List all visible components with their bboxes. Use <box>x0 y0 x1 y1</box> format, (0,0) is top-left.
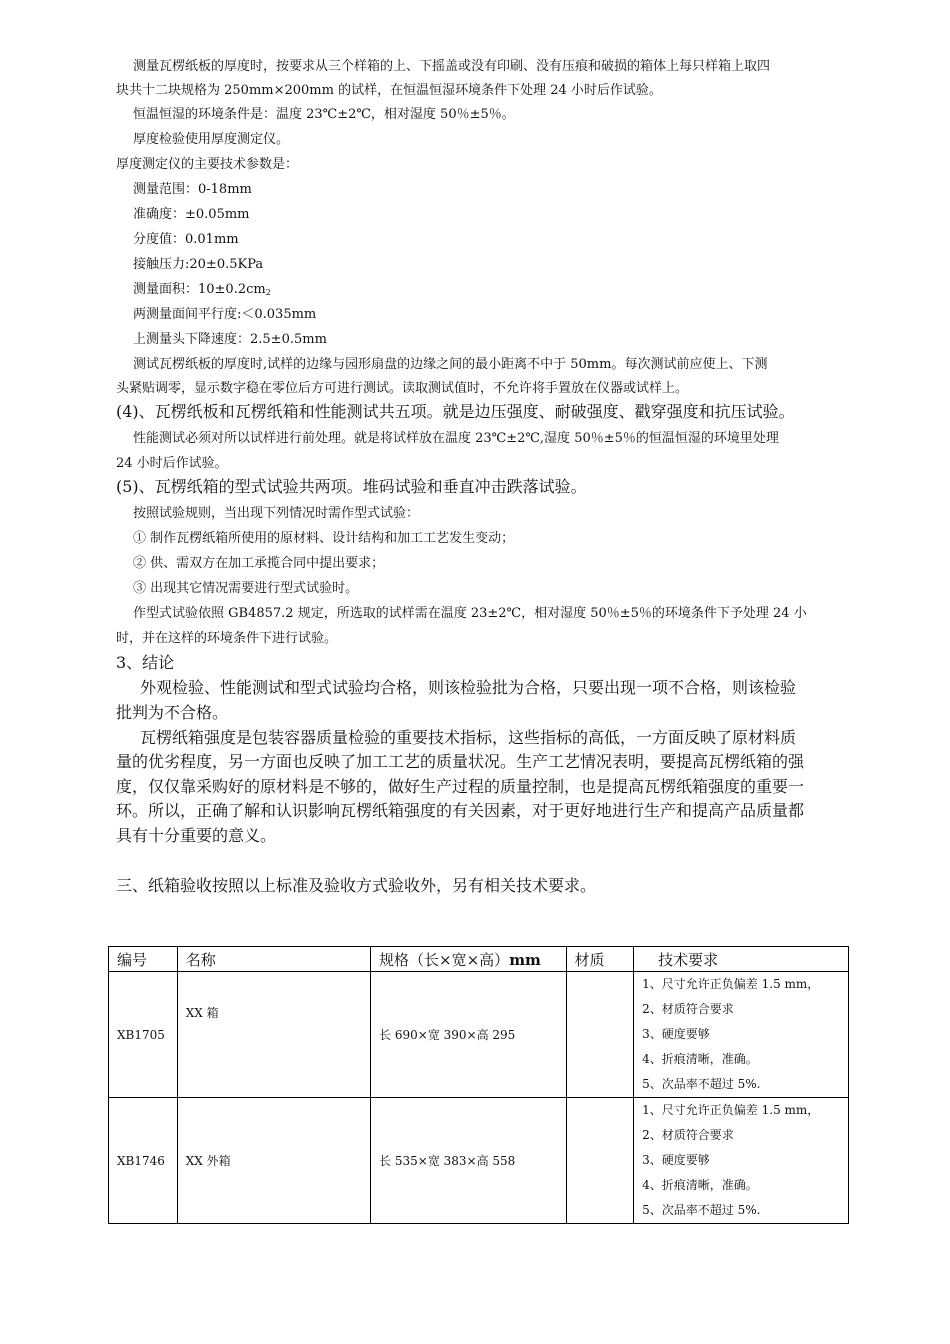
requirement-item: 1、尺寸允许正负偏差 1.5 mm， <box>642 977 820 991</box>
row-spec: 长 690×宽 390×高 295 <box>371 972 566 1098</box>
row-spec: 长 535×宽 383×高 558 <box>371 1098 566 1224</box>
param-item: 两测量面间平行度:＜0.035mm <box>133 307 317 322</box>
conclusion-line: 瓦楞纸箱强度是包装容器质量检验的重要技术指标，这些指标的高低，一方面反映了原材料质 <box>140 728 797 747</box>
case-item: ② 供、需双方在加工承揽合同中提出要求； <box>133 556 385 571</box>
requirement-item: 4、折痕清晰，准确。 <box>642 1052 758 1066</box>
row-material <box>566 972 634 1098</box>
conclusion-line: 量的优劣程度，另一方面也反映了加工工艺的质量状况。生产工艺情况表明，要提高瓦楞纸箱的强 <box>116 752 805 771</box>
row-material <box>566 1098 634 1224</box>
requirements-table <box>108 946 849 1224</box>
requirement-item: 5、次品率不超过 5%. <box>642 1077 761 1091</box>
requirement-item: 3、硬度要够 <box>642 1153 710 1167</box>
row-name: XX 外箱 <box>177 1098 370 1224</box>
paragraph-line: 24 小时后作试验。 <box>116 456 228 471</box>
row-code: XB1746 <box>109 1098 178 1224</box>
requirement-item: 1、尺寸允许正负偏差 1.5 mm， <box>642 1103 820 1117</box>
table-row <box>109 972 849 1098</box>
requirement-item: 2、材质符合要求 <box>642 1128 734 1142</box>
paragraph-line: 厚度检验使用厚度测定仪。 <box>133 132 290 147</box>
paragraph-line: 测量瓦楞纸板的厚度时，按要求从三个样箱的上、下摇盖或没有印刷、没有压痕和破损的箱体上每只样箱上取四 <box>133 59 771 74</box>
conclusion-line: 具有十分重要的意义。 <box>116 826 277 845</box>
conclusion-line: 批判为不合格。 <box>116 703 229 722</box>
paragraph-line: 块共十二块规格为 250mm×200mm 的试样，在恒温恒湿环境条件下处理 24 小时后作试验。 <box>116 83 662 98</box>
requirement-item: 4、折痕清晰，准确。 <box>642 1178 758 1192</box>
paragraph-line: 作型式试验依照 GB4857.2 规定，所选取的试样需在温度 23±2℃，相对湿度 50％±5％的环境条件下予处理 24 小 <box>133 606 807 621</box>
header-spec <box>371 947 566 972</box>
table-header-row <box>109 947 849 972</box>
paragraph-line: 时，并在这样的环境条件下进行试验。 <box>116 631 338 646</box>
param-text: 测量面积：10±0.2cm <box>133 282 266 297</box>
paragraph-line: 头紧贴调零，显示数字稳在零位后方可进行测试。读取测试值时，不允许将手置放在仪器或试样上。 <box>116 381 689 396</box>
header-code: 编号 <box>109 947 178 972</box>
param-item: 上测量头下降速度：2.5±0.5mm <box>133 332 327 347</box>
header-name: 名称 <box>177 947 370 972</box>
paragraph-line: 性能测试必须对所以试样进行前处理。就是将试样放在温度 23℃±2℃,湿度 50％±5％的恒温恒湿的环境里处理 <box>133 431 779 446</box>
requirement-item: 3、硬度要够 <box>642 1027 710 1041</box>
param-item-area <box>133 281 271 302</box>
header-spec-unit: mm <box>509 950 541 969</box>
paragraph-line: 按照试验规则，当出现下列情况时需作型式试验： <box>133 506 420 521</box>
row-requirements <box>634 1098 849 1224</box>
param-item: 接触压力:20±0.5KPa <box>133 257 264 272</box>
requirement-item: 2、材质符合要求 <box>642 1002 734 1016</box>
table-row <box>109 1098 849 1224</box>
requirement-item: 5、次品率不超过 5%. <box>642 1203 761 1217</box>
conclusion-line: 度，仅仅靠采购好的原材料是不够的，做好生产过程的质量控制，也是提高瓦楞纸箱强度的重要一 <box>116 777 805 796</box>
row-code: XB1705 <box>109 972 178 1098</box>
case-item: ① 制作瓦楞纸箱所使用的原材料、设计结构和加工工艺发生变动； <box>133 531 515 546</box>
param-item: 测量范围：0-18mm <box>133 182 252 197</box>
section-heading-conclusion: 3、结论 <box>116 653 175 672</box>
header-material: 材质 <box>566 947 634 972</box>
sub-heading-5: (5)、瓦楞纸箱的型式试验共两项。堆码试验和垂直冲击跌落试验。 <box>116 477 587 496</box>
paragraph-line: 厚度测定仪的主要技术参数是： <box>116 157 299 172</box>
header-requirements: 技术要求 <box>634 947 849 972</box>
conclusion-line: 外观检验、性能测试和型式试验均合格，则该检验批为合格，只要出现一项不合格，则该检验 <box>140 678 797 697</box>
paragraph-line: 测试瓦楞纸板的厚度时,试样的边缘与园形扇盘的边缘之间的最小距离不中于 50mm。每次测试前应使上、下测 <box>133 357 768 372</box>
case-item: ③ 出现其它情况需要进行型式试验时。 <box>133 581 359 596</box>
param-unit-superscript: 2 <box>265 288 271 297</box>
section-heading-requirements: 三、纸箱验收按照以上标准及验收方式验收外，另有相关技术要求。 <box>116 876 597 895</box>
header-spec-text: 规格（长×宽×高） <box>379 950 510 969</box>
conclusion-line: 环。所以，正确了解和认识影响瓦楞纸箱强度的有关因素，对于更好地进行生产和提高产品质量都 <box>116 801 805 820</box>
row-name: XX 箱 <box>177 972 370 1098</box>
paragraph-line: 恒温恒湿的环境条件是：温度 23℃±2℃，相对湿度 50％±5％。 <box>133 107 515 122</box>
param-item: 分度值：0.01mm <box>133 232 239 247</box>
sub-heading-4: (4)、瓦楞纸板和瓦楞纸箱和性能测试共五项。就是边压强度、耐破强度、戳穿强度和抗压试验。 <box>116 402 795 421</box>
param-item: 准确度：±0.05mm <box>133 207 250 222</box>
row-requirements <box>634 972 849 1098</box>
